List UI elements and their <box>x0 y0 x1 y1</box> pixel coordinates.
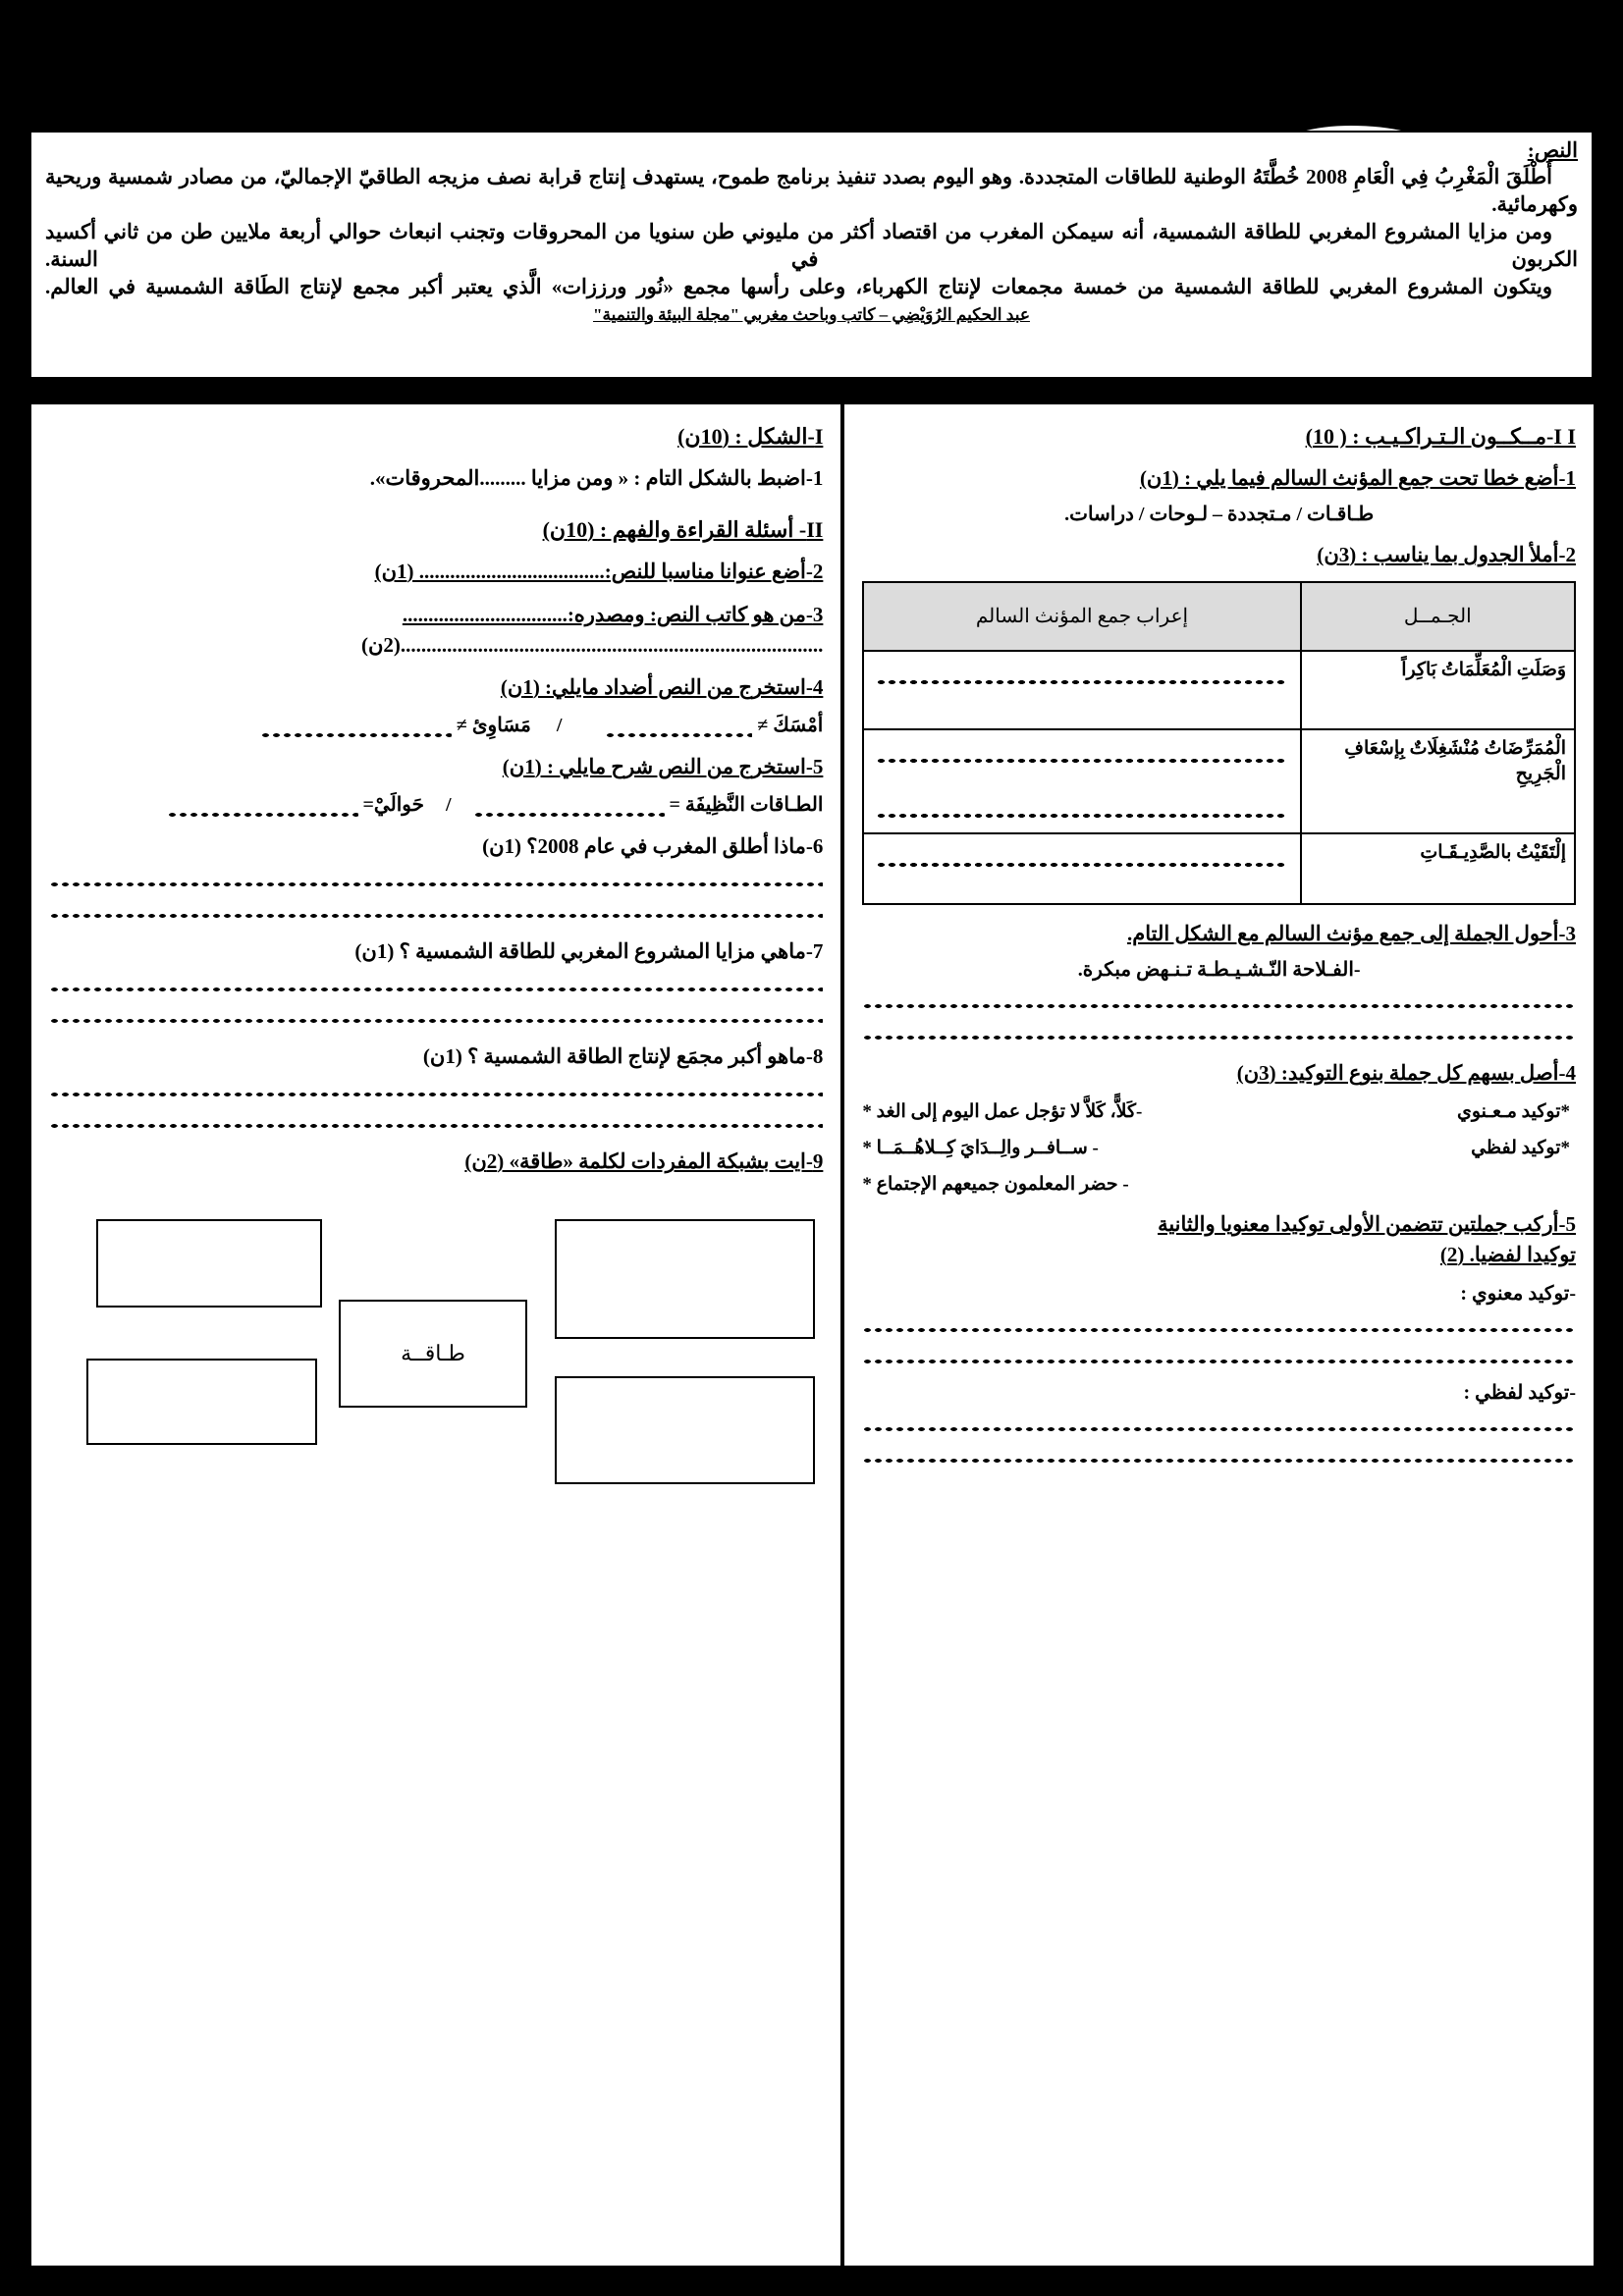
grammar-column <box>842 402 1594 2268</box>
table-row <box>863 833 1575 904</box>
match-row[interactable] <box>862 1173 1576 1196</box>
table-cell-sentence: إلْتَقَيْتُ بالصَّدِيـقَـاتِ <box>1301 833 1575 904</box>
answer-rule[interactable] <box>862 1446 1576 1468</box>
answer-rule[interactable] <box>49 1111 823 1133</box>
exercise-columns <box>29 402 1594 2268</box>
table-cell-sentence: وَصَلَتِ الْمُعَلِّمَاتُ بَاكِراً <box>1301 651 1575 729</box>
passage-body <box>45 164 1578 301</box>
answer-label-verbal-emphasis: -توكيد لفظي : <box>1463 1381 1576 1404</box>
slash-separator: / <box>556 715 563 737</box>
definition-label-1: الطـاقات النَّظِيفَة = <box>669 794 824 817</box>
word-web-box-top-right[interactable] <box>555 1219 815 1339</box>
answer-rule[interactable] <box>862 1415 1576 1436</box>
match-type-label: *توكيد مـعـنوي <box>1456 1101 1570 1123</box>
slash-separator: / <box>445 794 452 817</box>
grammar-question-4: 4-أصل بسهم كل جملة بنوع التوكيد: (3ن) <box>1236 1060 1576 1085</box>
antonym-label-1: أمْسَكَ ≠ <box>757 715 824 737</box>
antonym-label-2: مَسَاوِئ ≠ <box>456 715 531 737</box>
answer-rule[interactable] <box>49 870 823 891</box>
match-row[interactable] <box>862 1100 1576 1123</box>
table-header-parsing: إعراب جمع المؤنث السالم <box>863 582 1300 651</box>
answer-label-moral-emphasis: -توكيد معنوي : <box>1460 1282 1576 1305</box>
match-row[interactable] <box>862 1137 1576 1159</box>
definition-answer-blank-1[interactable] <box>473 806 665 818</box>
answer-rule[interactable] <box>862 1347 1576 1368</box>
table-cell-sentence: الْمُمَرِّضَاتُ مُنْشَغِلَاتٌ بِإسْعَافِ الْجَرِيحِ <box>1301 729 1575 833</box>
definition-answer-row[interactable] <box>49 792 823 817</box>
answer-rule[interactable] <box>876 671 1287 687</box>
comprehension-question-1: 1-اضبط بالشكل التام : « ومن مزايا .........المحروقات». <box>369 466 824 490</box>
comprehension-question-5: 5-استخرج من النص شرح مايلي : (1ن) <box>502 754 824 778</box>
answer-rule[interactable] <box>876 854 1287 870</box>
grammar-question-5-continued: توكيدا لفضيا. (2) <box>1439 1243 1576 1267</box>
match-sentence: -كَلاًّ، كَلاَّ لا تؤجل عمل اليوم إلى الغد * <box>862 1101 1143 1123</box>
antonym-answer-row[interactable] <box>49 713 823 737</box>
definition-label-2: حَوالَيْ= <box>362 794 424 817</box>
comprehension-question-7: 7-ماهي مزايا المشروع المغربي للطاقة الشمسية ؟ (1ن) <box>354 938 824 963</box>
comprehension-question-2: 2-أضع عنوانا مناسبا للنص:.................................... (1ن) <box>374 560 824 584</box>
passage-paragraph-2: ومن مزايا المشروع المغربي للطاقة الشمسية، أنه سيمكن المغرب من اقتصاد أكثر من مليوني طن سنويا من المحروقات وتجنب انبعاث حوالي أربعة ملايين طن من ثاني أكسيد الكربون في السنة. <box>45 219 1578 271</box>
comprehension-column <box>29 402 842 2268</box>
match-sentence: - ســافــر والِــدَايَ كِــلاهُــمَــا * <box>862 1138 1099 1159</box>
antonym-answer-blank-1[interactable] <box>605 726 752 738</box>
vocalisation-section-heading: I-الشكل : (10ن) <box>677 424 824 449</box>
match-type-label: *توكيد لفظي <box>1471 1138 1570 1159</box>
word-web-center-box: طـاقــة <box>339 1300 527 1408</box>
comprehension-question-3-points: ..................................................................................(2ن) <box>360 632 824 657</box>
answer-rule[interactable] <box>862 991 1576 1013</box>
passage-paragraph-1: أَطْلَقَ الْمَغْرِبُ فِي الْعَامِ 2008 خُطَّتَهُ الوطنية للطاقات المتجددة. وهو اليوم بصدد تنفيذ برنامج طموح، يستهدف إنتاج قرابة نصف مزيجه الطاقيّ الإجماليّ، من مصادر شمسية وريحية وكهرمائية. <box>45 165 1578 217</box>
comprehension-question-8: 8-ماهو أكبر مجمَع لإنتاج الطاقة الشمسية ؟ (1ن) <box>422 1044 824 1069</box>
table-cell-answer[interactable] <box>863 833 1300 904</box>
grammar-question-1: 1-أضع خطا تحت جمع المؤنث السالم فيما يلي : (1ن) <box>1139 466 1576 490</box>
grammar-question-2: 2-أملأ الجدول بما يناسب : (3ن) <box>1317 543 1576 567</box>
word-web-box-bottom-left[interactable] <box>86 1359 317 1445</box>
antonym-answer-blank-2[interactable] <box>260 726 452 738</box>
passage-paragraph-3: ويتكون المشروع المغربي للطاقة الشمسية من خمسة مجمعات لإنتاج الكهرباء، وعلى رأسها مجمع «نُور ورززات» الَّذي يعتبر أكبر مجمع لإنتاج الطَاقة الشمسية في العالم. <box>45 274 1552 298</box>
grammar-question-3-sentence: -الفـلاحة النّـشـيـطـة تـنـهض مبكرة. <box>1077 958 1361 981</box>
answer-rule[interactable] <box>49 1006 823 1028</box>
answer-rule[interactable] <box>876 750 1287 766</box>
answer-field-verbal-emphasis[interactable] <box>862 1380 1576 1405</box>
word-web-diagram <box>49 1201 823 1447</box>
passage-attribution: عبد الحكيم الرُوَيْضِي – كاتب وباحث مغربي "مجلة البيئة والتنمية" <box>593 304 1030 324</box>
comprehension-question-3: 3-من هو كاتب النص: ومصدره:................................ <box>402 602 824 626</box>
reading-section-heading: II- أسئلة القراءة والفهم : (10ن) <box>542 517 824 543</box>
answer-rule[interactable] <box>49 901 823 923</box>
passage-panel <box>29 131 1594 379</box>
table-header-sentences: الجـمــل <box>1301 582 1575 651</box>
answer-field-moral-emphasis[interactable] <box>862 1281 1576 1306</box>
grammar-question-3: 3-أحول الجملة إلى جمع مؤنث السالم مع الشكل التام. <box>1126 921 1576 945</box>
comprehension-question-6: 6-ماذا أطلق المغرب في عام 2008؟ (1ن) <box>482 833 824 858</box>
match-sentence: - حضر المعلمون جميعهم الإجتماع * <box>862 1174 1129 1196</box>
answer-rule[interactable] <box>49 1080 823 1101</box>
match-exercise <box>862 1100 1576 1196</box>
answer-rule[interactable] <box>876 805 1287 821</box>
grammar-table <box>862 581 1576 905</box>
comprehension-question-9: 9-ايت بشبكة المفردات لكلمة «طاقة» (2ن) <box>464 1149 824 1174</box>
table-cell-answer[interactable] <box>863 651 1300 729</box>
word-web-box-top-left[interactable] <box>96 1219 322 1308</box>
answer-rule[interactable] <box>862 1315 1576 1337</box>
answer-rule[interactable] <box>49 975 823 996</box>
grammar-section-heading: I I-مــكــون الـتـراكـيـب : ( 10) <box>1305 424 1576 449</box>
table-row <box>863 651 1575 729</box>
passage-label: النص: <box>1527 138 1578 162</box>
grammar-question-1-words: طـاقـات / مـتجددة – لـوحات / دراسات. <box>1064 504 1375 526</box>
comprehension-question-4: 4-استخرج من النص أضداد مايلي: (1ن) <box>500 675 824 700</box>
grammar-question-5: 5-أركب جملتين تتضمن الأولى توكيدا معنويا والثانية <box>1158 1212 1576 1237</box>
answer-rule[interactable] <box>862 1023 1576 1044</box>
word-web-box-bottom-right[interactable] <box>555 1376 815 1484</box>
table-row <box>863 729 1575 833</box>
definition-answer-blank-2[interactable] <box>167 806 358 818</box>
table-header-row <box>863 582 1575 651</box>
table-cell-answer[interactable] <box>863 729 1300 833</box>
